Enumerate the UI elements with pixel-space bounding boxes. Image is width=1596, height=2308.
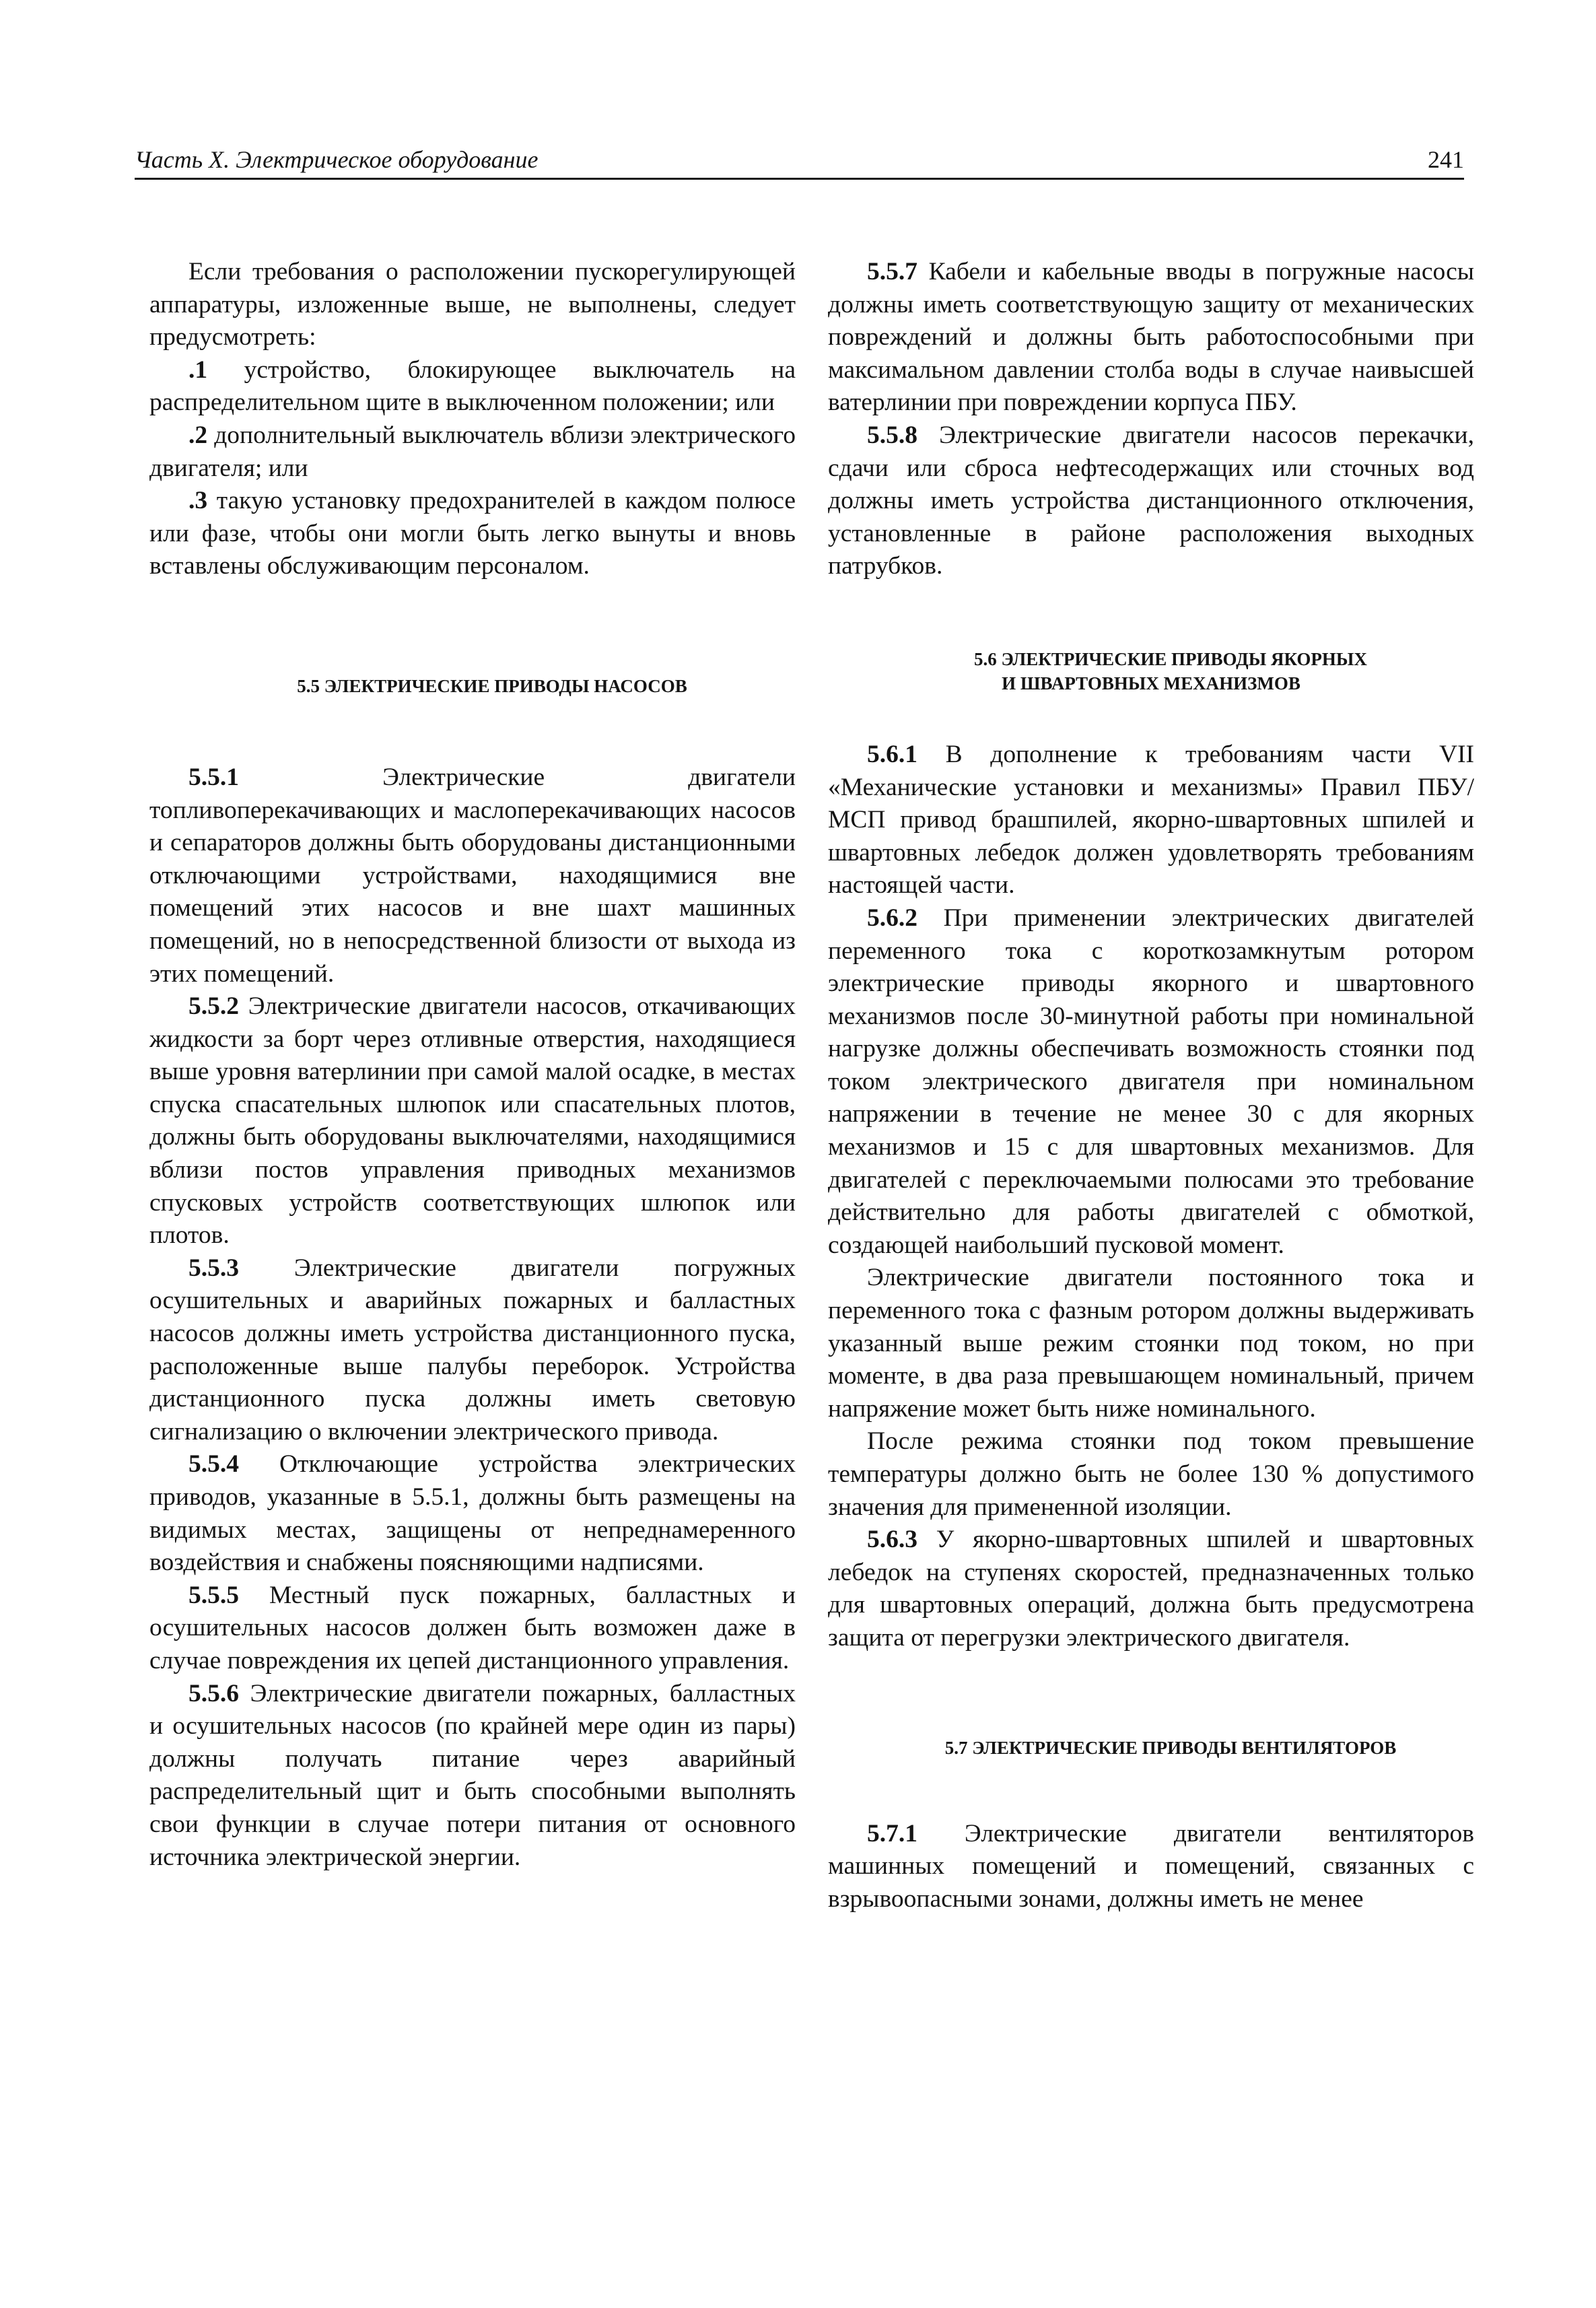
paragraph-5-5-3: 5.5.3 Электрические двигатели погружных осушительных и аварийных пожарных и балластных насосов должны иметь устройства дистанционного пуска, расположенные выше палубы переборок. Устройства дистанционного пуска должны иметь световую сигнализацию о включении электрического привода.	[149, 1254, 796, 1446]
paragraph-5-7-1: 5.7.1 Электрические двигатели вентиляторов машинных помещений и помещений, связанных с взрывоопасными зонами, должны иметь не менее	[828, 1819, 1474, 1913]
running-header-title: Часть X. Электрическое оборудование	[135, 146, 539, 173]
section-heading-5-6: 5.6 ЭЛЕКТРИЧЕСКИЕ ПРИВОДЫ ЯКОРНЫХ И ШВАРТОВНЫХ МЕХАНИЗМОВ	[974, 648, 1367, 693]
section-heading-5-7: 5.7 ЭЛЕКТРИЧЕСКИЕ ПРИВОДЫ ВЕНТИЛЯТОРОВ	[944, 1737, 1397, 1758]
left-column	[149, 256, 796, 1874]
paragraph-5-5-4: 5.5.4 Отключающие устройства электрических приводов, указанные в 5.5.1, должны быть размещены на видимых местах, защищены от непреднамеренного воздействия и снабжены поясняющими надписями.	[149, 1450, 796, 1577]
paragraph-5-5-6: 5.5.6 Электрические двигатели пожарных, балластных и осушительных насосов (по крайней мере один из пары) должны получать питание через аварийный распределительный щит и быть способными выполнять свои функции в случае потери питания от основного источника электрической энергии.	[149, 1679, 796, 1871]
page-number: 241	[1428, 146, 1464, 173]
paragraph-5-6-2: 5.6.2 При применении электрических двигателей переменного тока с короткозамкнутым ротором электрические приводы якорного и швартовного механизмов после 30-минутной работы при номинальной нагрузке должны обеспечивать возможность стоянки под током электрического двигателя при номинальном напряжении в течение не менее 30 с для якорных механизмов и 15 с для швартовных механизмов. Для двигателей с переключаемыми полюсами это требование действительно для работы двигателей с обмоткой, создающей наибольший пусковой момент.	[828, 904, 1474, 1259]
paragraph-5-5-1: 5.5.1 Электрические двигатели топливоперекачивающих и маслоперекачивающих насосов и сепараторов должны быть оборудованы дистанционными отключающими устройствами, находящимися вне помещений этих насосов и вне шахт машинных помещений, но в непосредственной близости от выхода из этих помещений.	[149, 763, 796, 988]
running-header	[135, 140, 1464, 180]
paragraph-5-5-8: 5.5.8 Электрические двигатели насосов перекачки, сдачи или сброса нефтесодержащих или сточных вод должны иметь устройства дистанционного отключения, установленные в районе расположения выходных патрубков.	[828, 421, 1474, 580]
paragraph-5-6-3: 5.6.3 У якорно-швартовных шпилей и швартовных лебедок на ступенях скоростей, предназначенных только для швартовных операций, должна быть предусмотрена защита от перегрузки электрического двигателя.	[828, 1526, 1474, 1652]
paragraph-5-6-2-cont-2: После режима стоянки под током превышение температуры должно быть не более 130 % допустимого значения для примененной изоляции.	[828, 1427, 1474, 1521]
paragraph-5-5-7: 5.5.7 Кабели и кабельные вводы в погружные насосы должны иметь соответствующую защиту от механических повреждений и должны быть работоспособными при максимальном давлении столба воды в случае наивысшей ватерлинии при повреждении корпуса ПБУ.	[828, 258, 1474, 417]
section-heading-5-5: 5.5 ЭЛЕКТРИЧЕСКИЕ ПРИВОДЫ НАСОСОВ	[297, 675, 687, 696]
list-item: .2 дополнительный выключатель вблизи электрического двигателя; или	[149, 421, 796, 482]
paragraph-5-6-2-cont-1: Электрические двигатели постоянного тока и переменного тока с фазным ротором должны выдерживать указанный выше режим стоянки под током, но при моменте, в два раза превышающем номинальный, причем напряжение может быть ниже номинального.	[828, 1264, 1474, 1423]
paragraph-5-6-1: 5.6.1 В дополнение к требованиям части VII «Механические установки и механизмы» Правил ПБУ/МСП привод брашпилей, якорно-швартовных шпилей и швартовных лебедок должен удовлетворять требованиям настоящей части.	[828, 740, 1474, 900]
right-column	[828, 256, 1474, 1915]
list-item: .1 устройство, блокирующее выключатель на распределительном щите в выключенном положении; или	[149, 355, 796, 417]
paragraph-5-5-5: 5.5.5 Местный пуск пожарных, балластных и осушительных насосов должен быть возможен даже в случае повреждения их цепей дистанционного управления.	[149, 1581, 796, 1674]
list-item: .3 такую установку предохранителей в каждом полюсе или фазе, чтобы они могли быть легко вынуты и вновь вставлены обслуживающим персоналом.	[149, 487, 796, 580]
intro-paragraph: Если требования о расположении пускорегулирующей аппаратуры, изложенные выше, не выполнены, следует предусмотреть:	[149, 258, 796, 351]
paragraph-5-5-2: 5.5.2 Электрические двигатели насосов, откачивающих жидкости за борт через отливные отверстия, находящиеся выше уровня ватерлинии при самой малой осадке, в местах спуска спасательных шлюпок или спасательных плотов, должны быть оборудованы выключателями, находящимися вблизи постов управления приводных механизмов спусковых устройств соответствующих шлюпок или плотов.	[149, 992, 796, 1250]
